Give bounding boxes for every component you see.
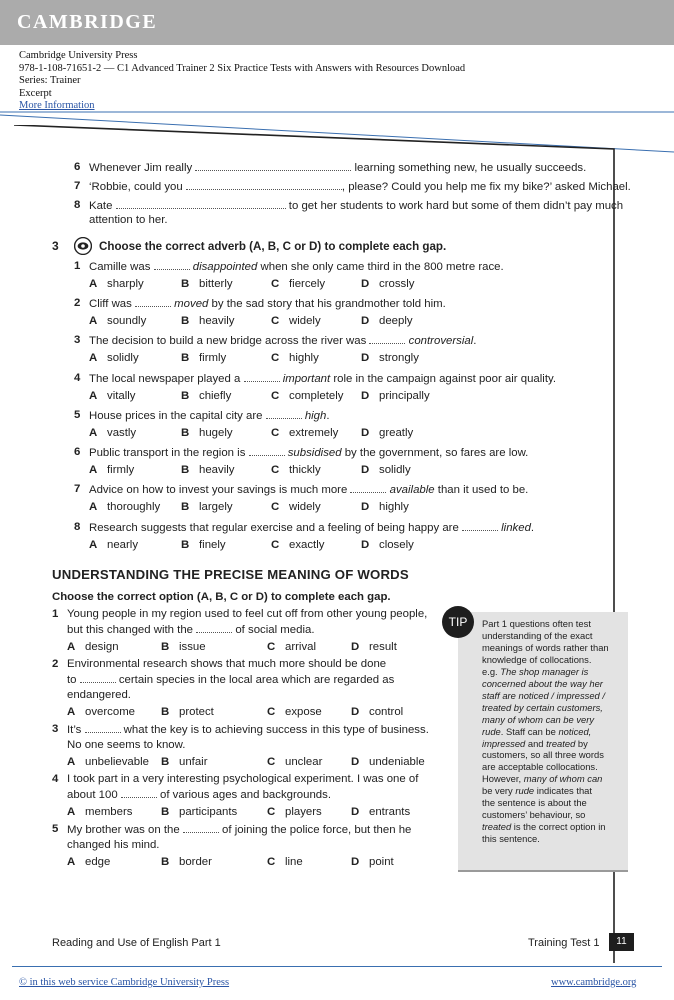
question-text: role in the campaign against poor air quality.: [330, 373, 557, 385]
tip-line: Part 1 questions often test: [482, 618, 591, 629]
option-word: design: [85, 641, 119, 653]
option-word: sharply: [107, 278, 144, 290]
option-letter: C: [271, 278, 280, 290]
option-word: widely: [289, 315, 321, 327]
option-letter: C: [271, 539, 280, 551]
option-word: fiercely: [289, 278, 326, 290]
question-text: to get her students to work hard but some of them didn’t pay much attention to her.: [89, 200, 624, 226]
answer-options: [67, 755, 447, 769]
option-word: protect: [179, 706, 214, 718]
option-letter: A: [67, 641, 76, 653]
answer-gap[interactable]: [244, 371, 280, 382]
option-word: unfair: [179, 756, 208, 768]
answer-gap[interactable]: [135, 296, 171, 307]
exercise-number: 3: [52, 239, 59, 253]
option-word: thoroughly: [107, 501, 161, 513]
answer-options: [89, 500, 509, 514]
option-c[interactable]: [271, 389, 343, 403]
option-word: finely: [199, 539, 226, 551]
option-letter: D: [351, 856, 360, 868]
option-letter: D: [361, 501, 370, 513]
question-text: by the sad story that his grandmother told him.: [208, 298, 446, 310]
option-word: firmly: [199, 352, 227, 364]
option-word: expose: [285, 706, 322, 718]
option-b[interactable]: [161, 855, 212, 869]
tip-line: concerned about the way her: [482, 677, 603, 689]
question-text: endangered.: [67, 689, 131, 701]
option-word: arrival: [285, 641, 317, 653]
question-number: 4: [74, 372, 81, 384]
isbn-title: 978-1-108-71651-2 — C1 Advanced Trainer 2 Six Practice Tests with Answers with Resources Download: [19, 62, 466, 74]
excerpt-label: Excerpt: [19, 87, 52, 99]
option-word: solidly: [107, 352, 139, 364]
website-link[interactable]: www.cambridge.org: [551, 977, 637, 988]
option-word: border: [179, 856, 212, 868]
option-word: edge: [85, 856, 111, 868]
option-b[interactable]: [181, 389, 231, 403]
option-letter: A: [67, 756, 76, 768]
option-d[interactable]: [351, 755, 425, 769]
option-letter: D: [361, 427, 370, 439]
answer-gap[interactable]: [121, 787, 157, 798]
option-letter: C: [271, 352, 280, 364]
option-letter: B: [181, 539, 190, 551]
option-word: participants: [179, 806, 238, 818]
answer-options: [89, 389, 509, 403]
option-word: largely: [199, 501, 233, 513]
option-d[interactable]: [361, 538, 414, 552]
option-letter: B: [161, 706, 170, 718]
answer-gap[interactable]: [85, 722, 121, 733]
question-text: Advice on how to invest your savings is much more: [89, 484, 351, 496]
question-text: Kate: [89, 200, 116, 212]
option-c[interactable]: [271, 538, 324, 552]
target-word: subsidised: [287, 447, 342, 459]
option-letter: A: [67, 706, 76, 718]
answer-options: [89, 463, 509, 477]
question-text: than it used to be.: [434, 484, 529, 496]
cambridge-logo: CAMBRIDGE: [17, 11, 158, 33]
option-b[interactable]: [161, 805, 237, 819]
option-c[interactable]: [267, 855, 303, 869]
option-letter: C: [271, 501, 280, 513]
option-word: principally: [379, 390, 430, 402]
option-word: extremely: [289, 427, 339, 439]
exercise-instruction: Choose the correct adverb (A, B, C or D) to complete each gap.: [99, 240, 447, 253]
question-text: Young people in my region used to feel cut off from other young people,: [67, 608, 428, 620]
tip-line: customers’ behaviour, so: [482, 809, 586, 821]
option-b[interactable]: [181, 538, 226, 552]
answer-options: [67, 855, 447, 869]
option-b[interactable]: [161, 705, 214, 719]
option-word: deeply: [379, 315, 413, 327]
tip-line: meanings of words rather than: [482, 641, 609, 653]
option-b[interactable]: [181, 463, 234, 477]
question-number: 7: [74, 180, 81, 192]
option-word: nearly: [107, 539, 139, 551]
option-c[interactable]: [271, 314, 321, 328]
option-c[interactable]: [267, 805, 322, 819]
option-a[interactable]: [67, 855, 110, 869]
question-number: 8: [74, 199, 81, 211]
option-c[interactable]: [271, 500, 321, 514]
option-letter: D: [351, 706, 360, 718]
option-letter: C: [271, 315, 280, 327]
option-letter: C: [267, 756, 276, 768]
tip-badge: TIP: [442, 606, 474, 638]
option-d[interactable]: [361, 277, 414, 291]
question-text: Cliff was: [89, 298, 135, 310]
option-c[interactable]: [271, 426, 338, 440]
section-instruction: Choose the correct option (A, B, C or D) to complete each gap.: [52, 591, 391, 603]
option-b[interactable]: [181, 351, 226, 365]
question-text: of social media.: [232, 624, 315, 636]
option-d[interactable]: [361, 463, 411, 477]
option-d[interactable]: [361, 351, 419, 365]
option-word: unclear: [285, 756, 323, 768]
option-letter: B: [161, 806, 170, 818]
option-b[interactable]: [181, 426, 233, 440]
answer-gap[interactable]: [249, 445, 285, 456]
option-b[interactable]: [181, 314, 234, 328]
option-d[interactable]: [351, 855, 394, 869]
option-word: strongly: [379, 352, 419, 364]
tip-line: the sentence is about the: [482, 797, 587, 809]
footer-section-label: Reading and Use of English Part 1: [52, 937, 221, 949]
question-text: changed his mind.: [67, 839, 160, 851]
question-text: It’s: [67, 724, 85, 736]
more-information-link[interactable]: More Information: [19, 100, 95, 111]
option-word: chiefly: [199, 390, 232, 402]
question-text: .: [530, 522, 535, 534]
question-text: The local newspaper played a: [89, 373, 244, 385]
option-letter: D: [361, 539, 370, 551]
option-d[interactable]: [361, 426, 413, 440]
option-letter: C: [271, 427, 280, 439]
option-b[interactable]: [181, 500, 233, 514]
question-text: Public transport in the region is: [89, 447, 249, 459]
target-word: disappointed: [192, 261, 258, 273]
answer-gap[interactable]: [183, 822, 219, 833]
option-letter: B: [181, 427, 190, 439]
answer-options: [67, 705, 447, 719]
tip-line: are acceptable collocations.: [482, 761, 598, 773]
option-letter: A: [89, 464, 98, 476]
option-a[interactable]: [89, 314, 146, 328]
option-letter: B: [161, 856, 170, 868]
option-letter: A: [89, 427, 98, 439]
option-a[interactable]: [67, 805, 132, 819]
question-text: of joining the police force, but then he: [218, 824, 412, 836]
option-letter: B: [181, 390, 190, 402]
option-word: heavily: [199, 315, 235, 327]
target-word: available: [389, 484, 435, 496]
exam-task-icon: [74, 237, 92, 255]
option-letter: B: [181, 352, 190, 364]
question-text: but this changed with the: [67, 624, 197, 636]
question-text: House prices in the capital city are: [89, 410, 266, 422]
option-a[interactable]: [89, 463, 134, 477]
option-letter: D: [361, 315, 370, 327]
option-c[interactable]: [271, 277, 325, 291]
footer-test-label: Training Test 1: [528, 937, 600, 949]
question-text: The decision to build a new bridge across the river was: [89, 335, 370, 347]
option-letter: A: [89, 315, 98, 327]
question-text: .: [326, 410, 330, 422]
option-word: members: [85, 806, 133, 818]
target-word: controversial: [408, 335, 474, 347]
option-letter: B: [181, 464, 190, 476]
answer-options: [89, 351, 509, 365]
question-text: Research suggests that regular exercise and a feeling of being happy are: [89, 522, 462, 534]
question-number: 1: [52, 608, 59, 620]
option-letter: D: [361, 352, 370, 364]
tip-line: treated is the correct option in: [482, 821, 606, 833]
copyright-link[interactable]: © in this web service Cambridge University Press: [19, 977, 230, 988]
question-text: what the key is to achieving success in this type of business.: [120, 724, 429, 736]
option-letter: D: [351, 756, 360, 768]
option-word: vitally: [107, 390, 136, 402]
question-text: , please? Could you help me fix my bike?’ asked Michael.: [341, 181, 631, 193]
option-a[interactable]: [89, 351, 139, 365]
target-word: important: [282, 373, 331, 385]
question-number: 1: [74, 260, 81, 272]
option-d[interactable]: [351, 640, 397, 654]
option-word: players: [285, 806, 322, 818]
answer-gap[interactable]: [186, 179, 342, 190]
answer-options: [67, 805, 447, 819]
option-word: exactly: [289, 539, 325, 551]
tip-text: [482, 618, 626, 845]
option-word: unbelievable: [85, 756, 149, 768]
question-text: when she only came third in the 800 metre race.: [257, 261, 504, 273]
option-word: thickly: [289, 464, 321, 476]
answer-gap[interactable]: [350, 482, 386, 493]
option-letter: C: [267, 641, 276, 653]
question-text: Whenever Jim really: [89, 162, 196, 174]
question-number: 3: [52, 723, 59, 735]
tip-line: e.g. The shop manager is: [482, 665, 589, 677]
option-word: control: [369, 706, 404, 718]
question-number: 4: [52, 773, 59, 785]
option-c[interactable]: [271, 463, 321, 477]
option-word: undeniable: [369, 756, 425, 768]
answer-gap[interactable]: [266, 408, 302, 419]
tip-line: However, many of whom can: [482, 773, 603, 785]
option-d[interactable]: [361, 500, 409, 514]
question-text: I took part in a very interesting psychological experiment. I was one of: [67, 773, 419, 785]
tip-line: treated by certain customers,: [482, 701, 603, 713]
option-a[interactable]: [67, 640, 119, 654]
answer-gap[interactable]: [80, 672, 116, 683]
answer-gap[interactable]: [369, 333, 405, 344]
option-word: widely: [289, 501, 321, 513]
option-a[interactable]: [67, 705, 135, 719]
option-word: point: [369, 856, 394, 868]
option-a[interactable]: [89, 277, 144, 291]
option-letter: D: [351, 641, 360, 653]
option-letter: A: [89, 539, 98, 551]
target-word: moved: [174, 298, 209, 310]
question-number: 6: [74, 446, 81, 458]
option-letter: C: [267, 856, 276, 868]
option-letter: B: [161, 756, 170, 768]
question-text: to: [67, 674, 80, 686]
question-number: 8: [74, 521, 81, 533]
option-word: closely: [379, 539, 414, 551]
question-number: 3: [74, 334, 81, 346]
question-number: 2: [52, 658, 59, 670]
question-number: 5: [74, 409, 81, 421]
option-word: heavily: [199, 464, 235, 476]
option-word: crossly: [379, 278, 415, 290]
option-a[interactable]: [89, 426, 136, 440]
tip-line: rude. Staff can be noticed,: [482, 725, 592, 737]
option-letter: A: [89, 390, 98, 402]
section-heading: UNDERSTANDING THE PRECISE MEANING OF WORDS: [52, 567, 409, 582]
option-word: highly: [379, 501, 409, 513]
question-number: 5: [52, 823, 59, 835]
option-letter: D: [361, 464, 370, 476]
option-word: overcome: [85, 706, 136, 718]
option-c[interactable]: [267, 705, 322, 719]
option-word: soundly: [107, 315, 147, 327]
publisher-name: Cambridge University Press: [19, 50, 138, 61]
question-text: certain species in the local area which are regarded as: [115, 674, 395, 686]
option-letter: D: [361, 278, 370, 290]
option-letter: C: [267, 806, 276, 818]
answer-options: [89, 426, 509, 440]
option-letter: A: [89, 278, 98, 290]
tip-line: many of whom can be very: [482, 713, 595, 725]
tip-line: this sentence.: [482, 833, 540, 845]
option-word: bitterly: [199, 278, 233, 290]
option-b[interactable]: [161, 640, 206, 654]
question-number: 2: [74, 297, 81, 309]
option-d[interactable]: [351, 805, 410, 819]
tip-line: impressed and treated by: [482, 737, 588, 749]
answer-gap[interactable]: [462, 520, 498, 531]
question-text: My brother was on the: [67, 824, 183, 836]
option-word: entrants: [369, 806, 411, 818]
option-letter: C: [271, 390, 280, 402]
tip-line: knowledge of collocations.: [482, 653, 592, 665]
option-c[interactable]: [267, 755, 322, 769]
question-text: learning something new, he usually succeeds.: [351, 162, 587, 174]
page-number: 11: [609, 933, 634, 951]
question-number: 7: [74, 483, 81, 495]
series-label: Series: Trainer: [19, 75, 81, 86]
option-word: result: [369, 641, 397, 653]
option-c[interactable]: [267, 640, 316, 654]
tip-line: customers, so all three words: [482, 749, 604, 761]
answer-options: [89, 538, 509, 552]
option-letter: A: [89, 501, 98, 513]
tip-line: understanding of the exact: [482, 629, 593, 641]
question-text: of various ages and backgrounds.: [156, 789, 331, 801]
option-a[interactable]: [67, 755, 149, 769]
option-d[interactable]: [351, 705, 403, 719]
question-text: No one seems to know.: [67, 739, 186, 751]
option-b[interactable]: [161, 755, 208, 769]
target-word: high: [304, 410, 327, 422]
option-letter: C: [271, 464, 280, 476]
option-word: solidly: [379, 464, 411, 476]
answer-gap[interactable]: [154, 259, 190, 270]
option-word: issue: [179, 641, 206, 653]
option-letter: D: [361, 390, 370, 402]
option-word: firmly: [107, 464, 135, 476]
option-a[interactable]: [89, 500, 160, 514]
option-letter: B: [181, 278, 190, 290]
question-text: .: [473, 335, 477, 347]
option-word: vastly: [107, 427, 137, 439]
option-word: hugely: [199, 427, 233, 439]
option-word: greatly: [379, 427, 414, 439]
option-a[interactable]: [89, 389, 135, 403]
question-text: by the government, so fares are low.: [341, 447, 529, 459]
answer-gap[interactable]: [195, 160, 351, 171]
tip-line: be very rude indicates that: [482, 785, 592, 797]
answer-gap[interactable]: [196, 622, 232, 633]
question-number: 6: [74, 161, 81, 173]
option-letter: A: [67, 856, 76, 868]
target-word: linked: [501, 522, 531, 534]
question-text: ‘Robbie, could you: [89, 181, 186, 193]
option-word: highly: [289, 352, 319, 364]
option-c[interactable]: [271, 351, 319, 365]
answer-options: [89, 314, 509, 328]
answer-options: [67, 640, 447, 654]
option-b[interactable]: [181, 277, 233, 291]
option-letter: B: [181, 501, 190, 513]
option-letter: A: [67, 806, 76, 818]
bottom-divider: [12, 966, 662, 967]
option-letter: B: [161, 641, 170, 653]
tip-line: staff are noticed / impressed /: [482, 689, 605, 701]
question-text: about 100: [67, 789, 121, 801]
option-letter: B: [181, 315, 190, 327]
question-text: Camille was: [89, 261, 154, 273]
option-letter: C: [267, 706, 276, 718]
answer-options: [89, 277, 509, 291]
option-a[interactable]: [89, 538, 138, 552]
option-word: line: [285, 856, 303, 868]
answer-gap[interactable]: [116, 198, 286, 209]
tip-box: [458, 612, 628, 872]
question-text: Environmental research shows that much more should be done: [67, 658, 387, 670]
option-word: completely: [289, 390, 344, 402]
option-letter: A: [89, 352, 98, 364]
option-d[interactable]: [361, 314, 413, 328]
option-d[interactable]: [361, 389, 430, 403]
option-letter: D: [351, 806, 360, 818]
